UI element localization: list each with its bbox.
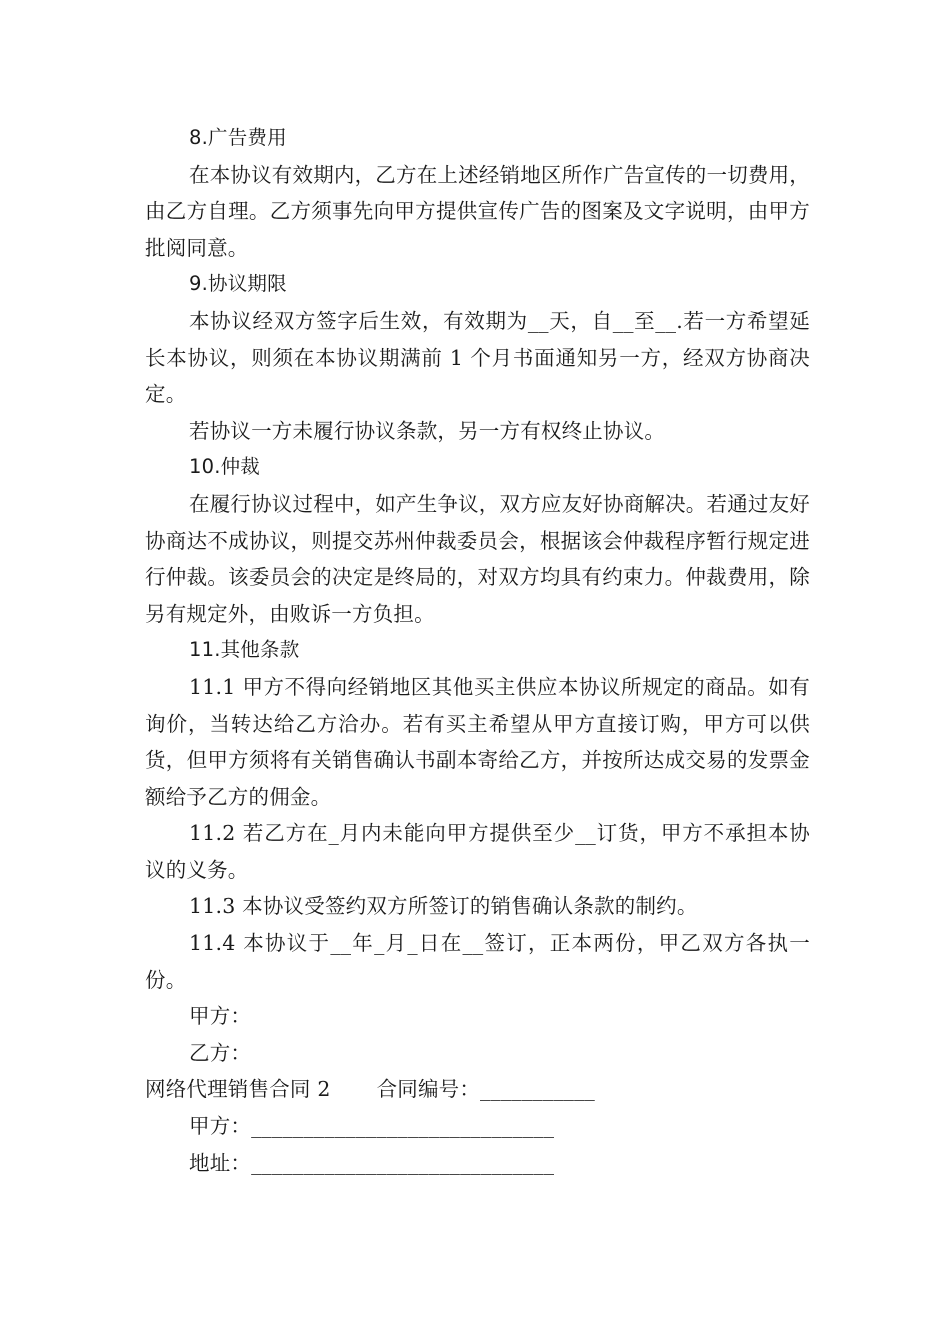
paragraph-arbitration: 在履行协议过程中，如产生争议，双方应友好协商解决。若通过友好协商达不成协议，则提交苏州仲裁委员会，根据该会仲裁程序暂行规定进行仲裁。该委员会的决定是终局的，对双方均具有约束力。仲裁费用，除另有规定外，由败诉一方负担。	[145, 491, 810, 626]
paragraph-clause-11-4: 11.4 本协议于__年_月_日在__签订，正本两份，甲乙双方各执一份。	[145, 931, 810, 992]
section-heading-other-terms: 11.其他条款	[189, 638, 300, 662]
section-heading-ad-fees: 8.广告费用	[189, 126, 287, 149]
signature-party-b: 乙方：	[189, 1040, 252, 1065]
paragraph-ad-fees: 在本协议有效期内，乙方在上述经销地区所作广告宣传的一切费用，由乙方自理。乙方须事先向甲方提供宣传广告的图案及文字说明，由甲方批阅同意。	[145, 162, 810, 260]
document-body	[145, 120, 810, 1181]
paragraph-termination: 若协议一方未履行协议条款，另一方有权终止协议。	[189, 418, 666, 443]
contract-title-line	[145, 1071, 810, 1108]
section-heading-arbitration: 10.仲裁	[189, 455, 261, 479]
paragraph-clause-11-2: 11.2 若乙方在_月内未能向甲方提供至少__订货，甲方不承担本协议的义务。	[145, 821, 810, 882]
address-field: 地址：_____________________________	[189, 1150, 555, 1175]
paragraph-clause-11-1: 11.1 甲方不得向经销地区其他买主供应本协议所规定的商品。如有询价，当转达给乙方洽办。若有买主希望从甲方直接订购，甲方可以供货，但甲方须将有关销售确认书副本寄给乙方，并按所达成交易的发票金额给予乙方的佣金。	[145, 674, 810, 809]
party-a-field: 甲方：_____________________________	[189, 1114, 555, 1139]
contract-number-label: 合同编号：___________	[376, 1077, 596, 1102]
contract-title: 网络代理销售合同 2	[145, 1077, 331, 1102]
paragraph-term: 本协议经双方签字后生效，有效期为__天，自__至__.若一方希望延长本协议，则须在本协议期满前 1 个月书面通知另一方，经双方协商决定。	[145, 308, 810, 407]
section-heading-term: 9.协议期限	[189, 272, 287, 296]
signature-party-a: 甲方：	[189, 1004, 252, 1029]
paragraph-clause-11-3: 11.3 本协议受签约双方所签订的销售确认条款的制约。	[189, 894, 698, 919]
